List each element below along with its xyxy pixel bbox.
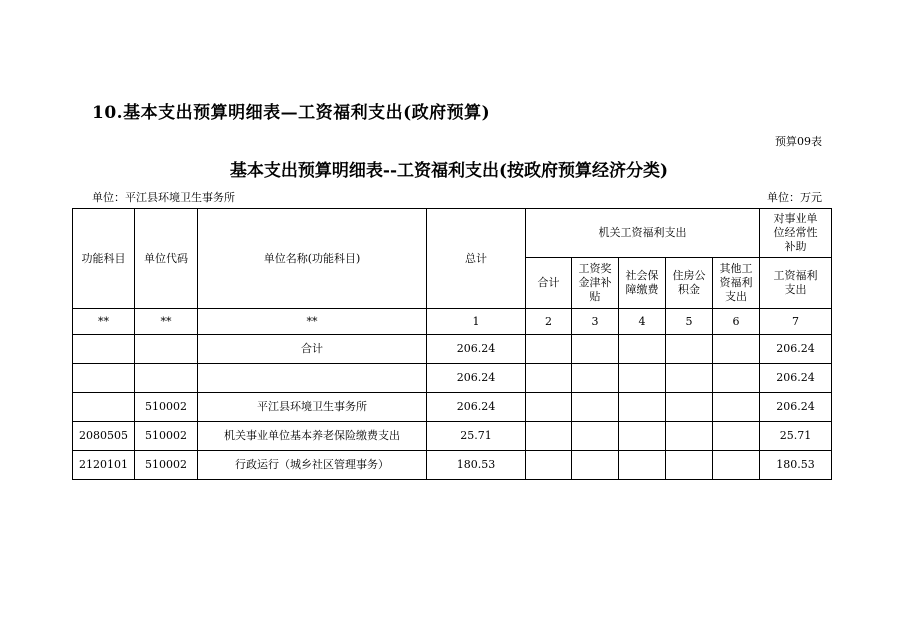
total-cell: 25.71 (427, 422, 526, 451)
value-cell (713, 335, 760, 364)
value-cell (713, 451, 760, 480)
value-cell (713, 422, 760, 451)
index-cell: 5 (666, 309, 713, 335)
value-cell (526, 393, 572, 422)
unit-name-cell: 机关事业单位基本养老保险缴费支出 (198, 422, 427, 451)
table-row (73, 364, 832, 393)
index-cell: 4 (619, 309, 666, 335)
total-cell: 206.24 (427, 364, 526, 393)
currency-unit-label: 单位：万元 (767, 191, 822, 204)
value-cell (666, 451, 713, 480)
value-cell (666, 422, 713, 451)
table-row (73, 335, 832, 364)
index-cell: 3 (572, 309, 619, 335)
header-housing-fund: 住房公 积金 (666, 258, 713, 309)
header-wage-bonus: 工资奖 金津补 贴 (572, 258, 619, 309)
subsidy-value-cell: 180.53 (760, 451, 832, 480)
value-cell (572, 364, 619, 393)
unit-name-label: 单位：平江县环境卫生事务所 (92, 191, 235, 204)
unit-code-cell (135, 335, 198, 364)
index-cell: ** (73, 309, 135, 335)
value-cell (526, 335, 572, 364)
table-row (73, 393, 832, 422)
header-unit-name: 单位名称(功能科目) (198, 209, 427, 309)
header-row-1 (73, 209, 832, 258)
index-cell: 7 (760, 309, 832, 335)
subsidy-value-cell: 25.71 (760, 422, 832, 451)
value-cell (572, 451, 619, 480)
header-subtotal: 合计 (526, 258, 572, 309)
total-cell: 180.53 (427, 451, 526, 480)
subsidy-value-cell: 206.24 (760, 364, 832, 393)
value-cell (572, 422, 619, 451)
func-code-cell: 2080505 (73, 422, 135, 451)
func-code-cell: 2120101 (73, 451, 135, 480)
value-cell (619, 335, 666, 364)
index-cell: ** (198, 309, 427, 335)
unit-name-cell: 行政运行（城乡社区管理事务） (198, 451, 427, 480)
unit-name-cell (198, 364, 427, 393)
header-other-wage: 其他工 资福利 支出 (713, 258, 760, 309)
header-agency-wage-group: 机关工资福利支出 (526, 209, 760, 258)
index-cell: 6 (713, 309, 760, 335)
value-cell (666, 393, 713, 422)
table-number: 预算09表 (775, 135, 822, 148)
value-cell (619, 451, 666, 480)
value-cell (526, 422, 572, 451)
index-cell: 2 (526, 309, 572, 335)
unit-code-cell (135, 364, 198, 393)
value-cell (526, 451, 572, 480)
value-cell (619, 422, 666, 451)
value-cell (619, 393, 666, 422)
unit-name-cell: 合计 (198, 335, 427, 364)
header-social-security: 社会保 障缴费 (619, 258, 666, 309)
value-cell (572, 335, 619, 364)
index-cell: ** (135, 309, 198, 335)
table-title: 基本支出预算明细表--工资福利支出(按政府预算经济分类) (229, 161, 669, 181)
document-heading: 10.基本支出预算明细表—工资福利支出(政府预算) (92, 103, 491, 123)
subsidy-value-cell: 206.24 (760, 393, 832, 422)
value-cell (666, 335, 713, 364)
value-cell (526, 364, 572, 393)
value-cell (572, 393, 619, 422)
table-row (73, 451, 832, 480)
func-code-cell (73, 364, 135, 393)
value-cell (619, 364, 666, 393)
header-unit-code: 单位代码 (135, 209, 198, 309)
total-cell: 206.24 (427, 335, 526, 364)
value-cell (666, 364, 713, 393)
header-func-code: 功能科目 (73, 209, 135, 309)
index-row (73, 309, 832, 335)
subsidy-value-cell: 206.24 (760, 335, 832, 364)
func-code-cell (73, 335, 135, 364)
table-row (73, 422, 832, 451)
header-subsidy-group: 对事业单 位经常性 补助 (760, 209, 832, 258)
budget-table (72, 208, 832, 480)
unit-code-cell: 510002 (135, 451, 198, 480)
total-cell: 206.24 (427, 393, 526, 422)
header-subsidy-wage: 工资福利 支出 (760, 258, 832, 309)
value-cell (713, 393, 760, 422)
index-cell: 1 (427, 309, 526, 335)
unit-name-cell: 平江县环境卫生事务所 (198, 393, 427, 422)
value-cell (713, 364, 760, 393)
unit-code-cell: 510002 (135, 422, 198, 451)
header-total: 总计 (427, 209, 526, 309)
unit-code-cell: 510002 (135, 393, 198, 422)
func-code-cell (73, 393, 135, 422)
